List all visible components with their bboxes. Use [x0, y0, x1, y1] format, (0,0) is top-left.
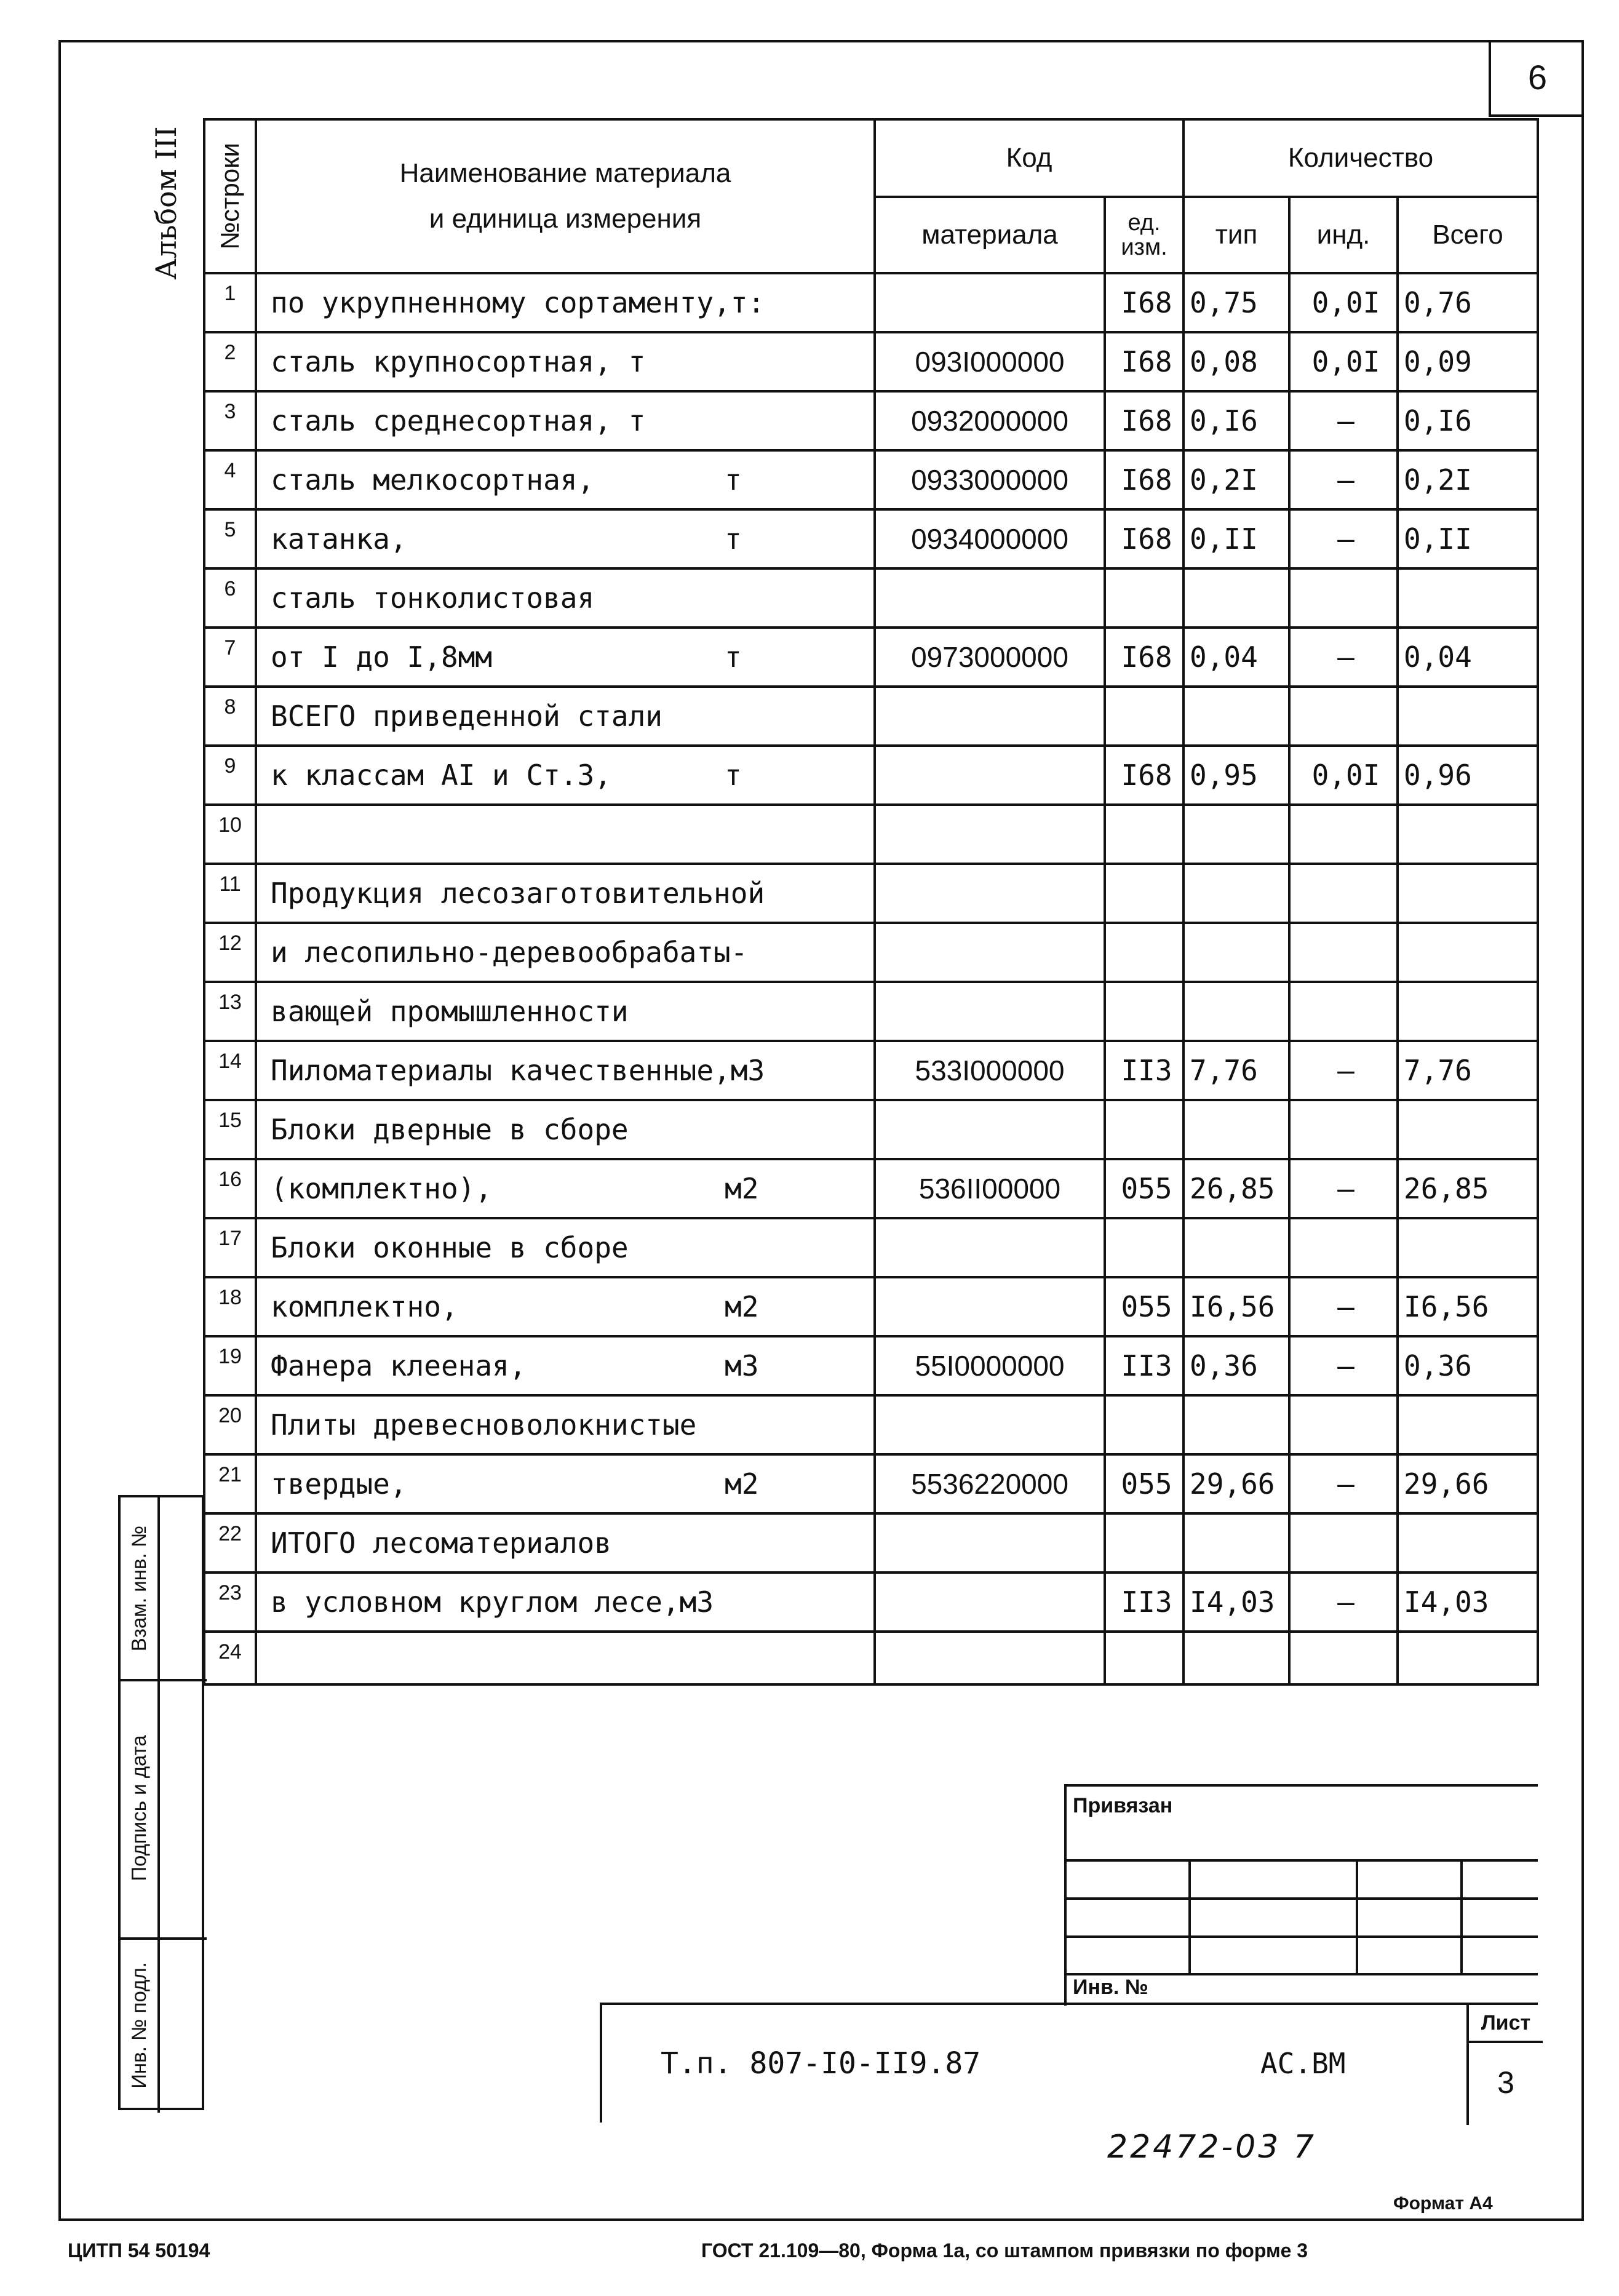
qty-total: I6,56: [1398, 1277, 1538, 1336]
table-row: [204, 1041, 1538, 1100]
unit-code: I68: [1105, 746, 1183, 805]
qty-total: [1398, 1513, 1538, 1573]
binding-stamp: [1064, 1784, 1538, 2006]
unit-code: 055: [1105, 1159, 1183, 1218]
row-number: 12: [204, 923, 256, 982]
qty-ind: [1289, 568, 1398, 628]
material-code: 5536220000: [875, 1454, 1105, 1513]
row-number: 9: [204, 746, 256, 805]
qty-total: 0,I6: [1398, 391, 1538, 450]
qty-total: 0,36: [1398, 1336, 1538, 1395]
material-name: [256, 1159, 875, 1218]
materials-table: [203, 118, 1539, 1686]
qty-ind: [1289, 1218, 1398, 1277]
qty-type: 0,36: [1183, 1336, 1289, 1395]
qty-type: [1183, 1513, 1289, 1573]
qty-total: [1398, 1632, 1538, 1684]
material-name: [256, 568, 875, 628]
material-code: [875, 1632, 1105, 1684]
table-row: [204, 1454, 1538, 1513]
header-total: Всего: [1398, 197, 1538, 273]
qty-ind: –: [1289, 450, 1398, 509]
row-number: 10: [204, 805, 256, 864]
qty-total: [1398, 687, 1538, 746]
material-code: [875, 1395, 1105, 1454]
qty-type: [1183, 982, 1289, 1041]
row-number: 6: [204, 568, 256, 628]
row-number: 21: [204, 1454, 256, 1513]
header-unit: ед. изм.: [1105, 197, 1183, 273]
binding-inv-label: Инв. №: [1073, 1975, 1148, 1999]
material-name: [256, 923, 875, 982]
material-unit-label: т: [725, 522, 742, 556]
table-row: [204, 1277, 1538, 1336]
material-name-text: Фанера клееная,: [271, 1349, 527, 1382]
qty-type: [1183, 805, 1289, 864]
qty-type: [1183, 1100, 1289, 1159]
qty-ind: 0,0I: [1289, 746, 1398, 805]
row-number: 18: [204, 1277, 256, 1336]
material-name-text: (комплектно),: [271, 1172, 493, 1205]
qty-total: 0,09: [1398, 332, 1538, 391]
unit-code: 055: [1105, 1277, 1183, 1336]
qty-total: [1398, 982, 1538, 1041]
row-number: 1: [204, 273, 256, 332]
row-number: 7: [204, 628, 256, 687]
table-row: [204, 1513, 1538, 1573]
material-name-text: сталь тонколистовая: [271, 581, 595, 615]
material-name: [256, 1395, 875, 1454]
material-name: [256, 450, 875, 509]
table-row: [204, 1218, 1538, 1277]
qty-total: [1398, 568, 1538, 628]
table-row: [204, 864, 1538, 923]
table-row: [204, 923, 1538, 982]
material-code: [875, 982, 1105, 1041]
qty-type: 0,75: [1183, 273, 1289, 332]
material-code: [875, 746, 1105, 805]
qty-ind: –: [1289, 628, 1398, 687]
material-name: [256, 746, 875, 805]
qty-ind: [1289, 1100, 1398, 1159]
signature-date-label: Подпись и дата: [127, 1735, 150, 1881]
unit-code: II3: [1105, 1041, 1183, 1100]
qty-ind: [1289, 1513, 1398, 1573]
qty-type: [1183, 1218, 1289, 1277]
material-name: [256, 1454, 875, 1513]
table-row: [204, 687, 1538, 746]
row-number: 8: [204, 687, 256, 746]
row-number: 17: [204, 1218, 256, 1277]
page-number: 6: [1489, 40, 1584, 117]
material-name-text: сталь среднесортная, т: [271, 404, 646, 437]
material-name: [256, 864, 875, 923]
qty-type: [1183, 1395, 1289, 1454]
table-row: [204, 1395, 1538, 1454]
material-code: [875, 1218, 1105, 1277]
material-name: [256, 1277, 875, 1336]
document-code: Т.п. 807-I0-II9.87: [661, 2046, 981, 2081]
qty-total: [1398, 864, 1538, 923]
document-mark: АС.ВМ: [1260, 2047, 1346, 2080]
row-number: 5: [204, 509, 256, 568]
material-name-text: Блоки дверные в сборе: [271, 1113, 629, 1146]
table-row: [204, 1336, 1538, 1395]
material-name-text: ИТОГО лесоматериалов: [271, 1526, 611, 1560]
row-number: 22: [204, 1513, 256, 1573]
inv-podl-label: Инв. № подл.: [127, 1962, 150, 2089]
qty-ind: [1289, 805, 1398, 864]
qty-ind: –: [1289, 1573, 1398, 1632]
material-name-text: сталь крупносортная, т: [271, 345, 646, 378]
material-code: 55I0000000: [875, 1336, 1105, 1395]
album-label: Альбом III: [149, 126, 183, 280]
qty-type: 0,2I: [1183, 450, 1289, 509]
qty-type: 0,I6: [1183, 391, 1289, 450]
qty-type: I6,56: [1183, 1277, 1289, 1336]
qty-total: 0,96: [1398, 746, 1538, 805]
unit-code: I68: [1105, 273, 1183, 332]
qty-total: 0,76: [1398, 273, 1538, 332]
material-code: [875, 1573, 1105, 1632]
qty-total: 0,04: [1398, 628, 1538, 687]
qty-total: I4,03: [1398, 1573, 1538, 1632]
material-unit-label: т: [725, 463, 742, 496]
unit-code: [1105, 568, 1183, 628]
row-number: 2: [204, 332, 256, 391]
material-unit-label: т: [725, 759, 742, 792]
material-code: [875, 568, 1105, 628]
material-name: [256, 982, 875, 1041]
material-code: [875, 923, 1105, 982]
footer-right: ГОСТ 21.109—80, Форма 1а, со штампом привязки по форме 3: [701, 2239, 1308, 2262]
unit-code: I68: [1105, 450, 1183, 509]
row-number: 19: [204, 1336, 256, 1395]
qty-ind: –: [1289, 1041, 1398, 1100]
side-stamp: [118, 1495, 204, 2110]
row-number: 23: [204, 1573, 256, 1632]
material-code: [875, 1277, 1105, 1336]
footer-left: ЦИТП 54 50194: [68, 2239, 210, 2262]
qty-total: 7,76: [1398, 1041, 1538, 1100]
material-name-text: Блоки оконные в сборе: [271, 1231, 629, 1264]
header-row-no: №строки: [204, 119, 256, 273]
material-unit-label: м3: [725, 1349, 759, 1382]
unit-code: [1105, 687, 1183, 746]
material-name-text: к классам АI и Ст.3,: [271, 759, 611, 792]
qty-type: 0,95: [1183, 746, 1289, 805]
material-name-text: сталь мелкосортная,: [271, 463, 595, 496]
qty-total: 29,66: [1398, 1454, 1538, 1513]
qty-ind: [1289, 687, 1398, 746]
table-row: [204, 982, 1538, 1041]
material-name: [256, 509, 875, 568]
row-number: 14: [204, 1041, 256, 1100]
row-number: 24: [204, 1632, 256, 1684]
unit-code: [1105, 1632, 1183, 1684]
qty-type: 0,04: [1183, 628, 1289, 687]
table-row: [204, 1573, 1538, 1632]
material-name-text: Продукция лесозаготовительной: [271, 877, 765, 910]
material-name-text: Пиломатериалы качественные,м3: [271, 1054, 765, 1087]
material-code: [875, 864, 1105, 923]
header-quantity: Количество: [1183, 119, 1538, 197]
material-code: 0973000000: [875, 628, 1105, 687]
table-row: [204, 332, 1538, 391]
material-code: 533I000000: [875, 1041, 1105, 1100]
material-name-text: и лесопильно-деревообрабаты-: [271, 936, 748, 969]
row-number: 15: [204, 1100, 256, 1159]
material-code: [875, 687, 1105, 746]
unit-code: I68: [1105, 628, 1183, 687]
sheet-label: Лист: [1469, 2005, 1543, 2043]
material-code: 0933000000: [875, 450, 1105, 509]
qty-type: 0,II: [1183, 509, 1289, 568]
unit-code: II3: [1105, 1573, 1183, 1632]
material-code: 0934000000: [875, 509, 1105, 568]
material-name-text: твердые,: [271, 1467, 407, 1501]
qty-total: [1398, 1100, 1538, 1159]
qty-ind: –: [1289, 1159, 1398, 1218]
row-number: 16: [204, 1159, 256, 1218]
qty-type: [1183, 568, 1289, 628]
qty-type: I4,03: [1183, 1573, 1289, 1632]
unit-code: [1105, 864, 1183, 923]
table-row: [204, 568, 1538, 628]
material-code: [875, 805, 1105, 864]
sheet-number: 3: [1497, 2065, 1514, 2100]
material-code: [875, 1100, 1105, 1159]
unit-code: [1105, 1218, 1183, 1277]
material-name: [256, 1100, 875, 1159]
qty-type: [1183, 687, 1289, 746]
qty-total: [1398, 805, 1538, 864]
qty-type: [1183, 923, 1289, 982]
material-name-text: в условном круглом лесе,м3: [271, 1585, 714, 1619]
qty-ind: [1289, 1632, 1398, 1684]
format-label: Формат А4: [1393, 2193, 1493, 2214]
table-row: [204, 1632, 1538, 1684]
qty-ind: –: [1289, 1277, 1398, 1336]
material-unit-label: м2: [725, 1172, 759, 1205]
table-row: [204, 1100, 1538, 1159]
qty-ind: [1289, 1395, 1398, 1454]
material-unit-label: м2: [725, 1467, 759, 1501]
unit-code: [1105, 805, 1183, 864]
table-row: [204, 450, 1538, 509]
qty-ind: –: [1289, 1336, 1398, 1395]
qty-type: 26,85: [1183, 1159, 1289, 1218]
material-name-text: ВСЕГО приведенной стали: [271, 700, 662, 733]
header-material: материала: [875, 197, 1105, 273]
qty-ind: –: [1289, 1454, 1398, 1513]
material-name-text: от I до I,8мм: [271, 640, 493, 674]
material-name-text: катанка,: [271, 522, 407, 556]
qty-total: 26,85: [1398, 1159, 1538, 1218]
qty-ind: 0,0I: [1289, 273, 1398, 332]
handwritten-number: 22472-03 7: [1107, 2129, 1316, 2166]
row-number: 3: [204, 391, 256, 450]
row-number: 20: [204, 1395, 256, 1454]
material-name: [256, 273, 875, 332]
material-name-text: по укрупненному сортаменту,т:: [271, 286, 765, 319]
material-unit-label: т: [725, 640, 742, 674]
title-block: [600, 2003, 1538, 2123]
unit-code: I68: [1105, 332, 1183, 391]
material-name-text: комплектно,: [271, 1290, 458, 1323]
material-unit-label: м2: [725, 1290, 759, 1323]
qty-ind: 0,0I: [1289, 332, 1398, 391]
unit-code: I68: [1105, 391, 1183, 450]
qty-total: 0,2I: [1398, 450, 1538, 509]
material-name: [256, 687, 875, 746]
material-code: 093I000000: [875, 332, 1105, 391]
table-row: [204, 805, 1538, 864]
table-row: [204, 1159, 1538, 1218]
material-name: [256, 628, 875, 687]
qty-ind: –: [1289, 509, 1398, 568]
unit-code: [1105, 1395, 1183, 1454]
material-name: [256, 1573, 875, 1632]
qty-total: [1398, 1395, 1538, 1454]
table-row: [204, 509, 1538, 568]
material-name: [256, 1336, 875, 1395]
binding-label: Привязан: [1073, 1794, 1173, 1817]
qty-total: 0,II: [1398, 509, 1538, 568]
row-number: 4: [204, 450, 256, 509]
unit-code: [1105, 1100, 1183, 1159]
unit-code: [1105, 923, 1183, 982]
table-row: [204, 746, 1538, 805]
qty-ind: [1289, 923, 1398, 982]
qty-type: 29,66: [1183, 1454, 1289, 1513]
material-name: [256, 1513, 875, 1573]
table-row: [204, 273, 1538, 332]
material-code: 0932000000: [875, 391, 1105, 450]
material-name: [256, 1041, 875, 1100]
qty-type: 0,08: [1183, 332, 1289, 391]
unit-code: 055: [1105, 1454, 1183, 1513]
header-type: тип: [1183, 197, 1289, 273]
header-code: Код: [875, 119, 1183, 197]
unit-code: I68: [1105, 509, 1183, 568]
vzam-inv-label: Взам. инв. №: [127, 1525, 150, 1652]
table-row: [204, 628, 1538, 687]
material-code: 536II00000: [875, 1159, 1105, 1218]
table-row: [204, 391, 1538, 450]
qty-type: 7,76: [1183, 1041, 1289, 1100]
material-name-text: вающей промышленности: [271, 995, 629, 1028]
qty-type: [1183, 1632, 1289, 1684]
qty-type: [1183, 864, 1289, 923]
material-name-text: Плиты древесноволокнистые: [271, 1408, 697, 1441]
qty-ind: [1289, 864, 1398, 923]
material-name: [256, 1218, 875, 1277]
header-name: Наименование материала и единица измерения: [256, 119, 875, 273]
row-number: 11: [204, 864, 256, 923]
unit-code: II3: [1105, 1336, 1183, 1395]
unit-code: [1105, 982, 1183, 1041]
header-ind: инд.: [1289, 197, 1398, 273]
qty-total: [1398, 1218, 1538, 1277]
material-code: [875, 273, 1105, 332]
material-code: [875, 1513, 1105, 1573]
material-name: [256, 805, 875, 864]
qty-ind: [1289, 982, 1398, 1041]
material-name: [256, 391, 875, 450]
qty-ind: –: [1289, 391, 1398, 450]
qty-total: [1398, 923, 1538, 982]
material-name: [256, 1632, 875, 1684]
row-number: 13: [204, 982, 256, 1041]
material-name: [256, 332, 875, 391]
unit-code: [1105, 1513, 1183, 1573]
